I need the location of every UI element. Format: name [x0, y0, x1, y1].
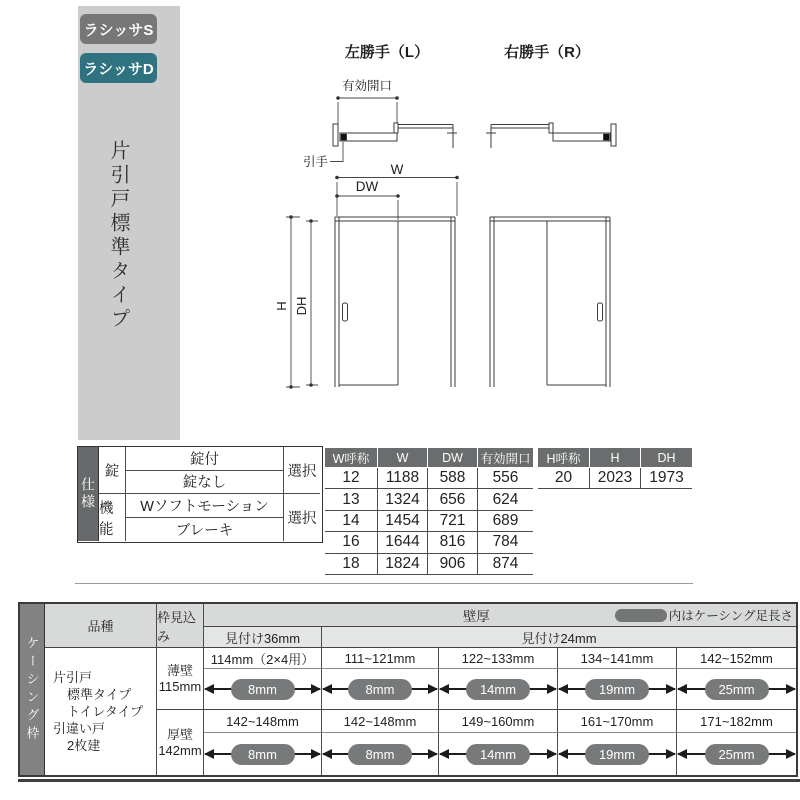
wall-range: 122~133mm [439, 648, 558, 669]
section-divider [75, 583, 693, 584]
column-header: DW [428, 448, 478, 468]
wall-range: 161~170mm [558, 710, 677, 733]
series-badge-lasissa-d: ラシッサD [80, 53, 157, 83]
column-header: H [590, 448, 641, 468]
casing-leg-cell [677, 733, 796, 775]
wall-depth-thin [157, 648, 204, 710]
dim-label-w: W [390, 162, 404, 177]
wall-range: 142~148mm [322, 710, 439, 733]
product-type: 2枚建 [67, 738, 101, 753]
casing-leg-cell [439, 733, 558, 775]
table-cell: 1324 [378, 489, 428, 510]
door-drawing [270, 30, 710, 430]
table-cell: 689 [478, 511, 533, 532]
table-cell: 20 [538, 468, 590, 489]
height-size-table [538, 448, 692, 489]
spec-option: Wソフトモーション [126, 494, 284, 518]
elevation-right [490, 217, 610, 387]
casing-side-title: ケーシング枠 [20, 604, 45, 775]
legend-text: 内はケーシング足長さ [668, 609, 793, 623]
table-cell: 13 [325, 489, 378, 510]
pull-handle-mark [603, 134, 609, 141]
casing-leg-badge: 19mm [585, 679, 649, 700]
spec-category-lock: 錠 [99, 447, 126, 494]
wall-range: 149~160mm [439, 710, 558, 733]
pull-handle-mark [341, 134, 347, 141]
width-size-table [325, 448, 533, 575]
series-badge-lasissa-s: ラシッサS [80, 14, 157, 44]
casing-leg-cell [322, 669, 439, 710]
spec-select: 選択 [287, 511, 317, 527]
elevation-left [335, 217, 455, 387]
table-cell: 1824 [378, 554, 428, 575]
dim-label-h: H [274, 301, 289, 311]
table-cell: 656 [428, 489, 478, 510]
wall-depth-thick [157, 710, 204, 775]
column-header: 有効開口 [478, 448, 533, 468]
pull-handle-label: 引手 [303, 155, 329, 169]
column-header: H呼称 [538, 448, 590, 468]
door-handle [598, 303, 603, 321]
table-cell: 1188 [378, 468, 428, 489]
casing-leg-cell [204, 669, 322, 710]
table-cell: 14 [325, 511, 378, 532]
table-cell: 588 [428, 468, 478, 489]
table-cell: 1644 [378, 532, 428, 553]
header-wakumikomi: 枠見込み [157, 604, 204, 648]
effective-opening-label: 有効開口 [341, 79, 393, 93]
header-hinshu: 品種 [45, 604, 157, 648]
wall-range: 171~182mm [677, 710, 796, 733]
legend [615, 606, 793, 624]
casing-leg-cell [558, 733, 677, 775]
column-header: W呼称 [325, 448, 378, 468]
wall-range: 111~121mm [322, 648, 439, 669]
wall-range: 142~152mm [677, 648, 796, 669]
product-type: 引違い戸 [53, 721, 106, 736]
table-cell: 784 [478, 532, 533, 553]
casing-leg-badge: 19mm [585, 744, 649, 765]
door-handle [343, 303, 348, 321]
table-cell: 906 [428, 554, 478, 575]
column-header: DH [641, 448, 692, 468]
casing-leg-badge: 25mm [705, 744, 769, 765]
spec-select: 選択 [284, 447, 320, 494]
wall-range: 142~148mm [204, 710, 322, 733]
bottom-rule [18, 779, 800, 782]
table-cell: 874 [478, 554, 533, 575]
spec-option: 錠付 [126, 447, 284, 471]
casing-leg-badge: 8mm [231, 744, 295, 765]
header-kabeatsu: 壁厚 [462, 609, 490, 624]
section-vertical-title: 片引戸標準タイプ [107, 140, 129, 332]
casing-leg-badge: 14mm [466, 679, 530, 700]
casing-leg-cell [439, 669, 558, 710]
wall-range: 114mm（2×4用） [204, 648, 322, 669]
product-type-list [45, 648, 157, 775]
wall-depth: 142mm [158, 742, 202, 758]
header-mitsuke24: 見付け24mm [322, 627, 796, 648]
wall-range: 134~141mm [558, 648, 677, 669]
casing-leg-badge: 25mm [705, 679, 769, 700]
table-cell: 816 [428, 532, 478, 553]
wall-depth: 115mm [158, 678, 202, 694]
product-type: 標準タイプ [67, 687, 132, 702]
casing-leg-badge: 8mm [231, 679, 295, 700]
product-type: トイレタイプ [67, 704, 144, 719]
table-cell: 1973 [641, 468, 692, 489]
table-cell: 16 [325, 532, 378, 553]
table-cell: 12 [325, 468, 378, 489]
plan-view-left [303, 78, 457, 169]
legend-pill-icon [615, 609, 667, 622]
wall-label: 厚壁 [166, 726, 193, 742]
spec-category-function: 機能 [99, 494, 126, 541]
spec-option: 錠なし [126, 471, 284, 495]
table-cell: 18 [325, 554, 378, 575]
wall-label: 薄壁 [166, 662, 193, 678]
casing-leg-badge: 8mm [348, 679, 412, 700]
header-mitsuke36: 見付け36mm [204, 627, 322, 648]
spec-option: ブレーキ [126, 518, 284, 542]
spec-table [77, 446, 323, 543]
spec-side-header: 仕様 [78, 447, 99, 541]
dim-label-dw: DW [355, 179, 379, 194]
header-kabeatsu-row [204, 604, 796, 627]
column-header: W [378, 448, 428, 468]
casing-leg-cell [677, 669, 796, 710]
casing-leg-badge: 14mm [466, 744, 530, 765]
plan-view-right [486, 123, 616, 148]
right-hand-title: 右勝手（R） [504, 44, 590, 61]
product-type: 片引戸 [53, 670, 93, 685]
dim-label-dh: DH [294, 296, 309, 316]
casing-leg-cell [322, 733, 439, 775]
casing-leg-cell [558, 669, 677, 710]
table-cell: 1454 [378, 511, 428, 532]
table-cell: 721 [428, 511, 478, 532]
table-cell: 556 [478, 468, 533, 489]
casing-leg-cell [204, 733, 322, 775]
casing-frame-table [18, 602, 798, 777]
casing-leg-badge: 8mm [348, 744, 412, 765]
left-hand-title: 左勝手（L） [344, 44, 430, 61]
table-cell: 2023 [590, 468, 641, 489]
table-cell: 624 [478, 489, 533, 510]
